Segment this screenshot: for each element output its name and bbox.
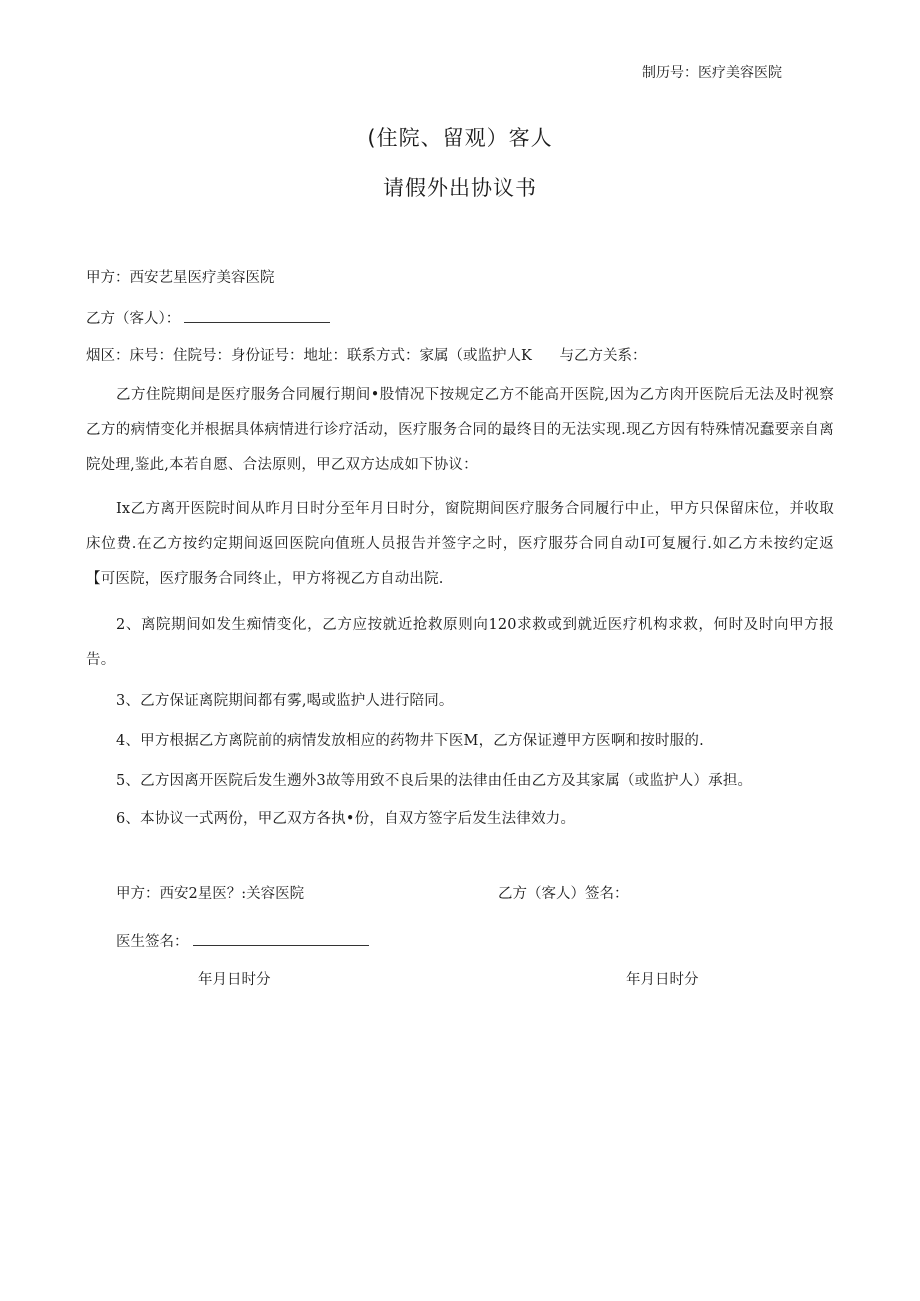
party-b-signature: 乙方（客人）签名： <box>498 886 629 902</box>
date-right: 年月日时分 <box>626 972 699 988</box>
party-b-label: 乙方（客人）： <box>86 311 181 327</box>
party-b-blank <box>184 308 330 323</box>
agreement-item-6: 6、本协议一式两份，甲乙双方各执•份，自双方签字后发生法律效力。 <box>116 811 576 827</box>
record-number: 制历号：医疗美容医院 <box>642 65 782 81</box>
party-b-line <box>86 308 330 329</box>
agreement-item-2: 2、离院期间如发生痴情变化，乙方应按就近抢救原则向120求救或到就近医疗机构求救，何时及时向甲方报告。 <box>86 617 834 668</box>
agreement-item-5: 5、乙方因离开医院后发生遡外3故等用致不良后果的法律由任由乙方及其家属（或监护人）承担。 <box>116 773 753 789</box>
agreement-item-3: 3、乙方保证离院期间都有雾,喝或监护人进行陪同。 <box>116 693 454 709</box>
agreement-item-4: 4、甲方根据乙方离院前的病情发放相应的药物井下医M，乙方保证遵甲方医啊和按时服的. <box>116 733 704 749</box>
document-title-line1: (住院、留观）客人 <box>367 126 553 150</box>
document-title-line2: 请假外出协议书 <box>383 176 537 200</box>
doctor-signature-blank <box>193 931 369 946</box>
intro-paragraph: 乙方住院期间是医疗服务合同履行期间•股情况下按规定乙方不能高开医院,因为乙方肉开医院后无法及时视察乙方的病情变化并根据具体病情进行诊疗活动，医疗服务合同的最终目的无法实现.现乙方因有特殊情况蠢要亲自离院处理,鉴此,本若自愿、合法原则，甲乙双方达成如下协议： <box>86 387 834 473</box>
doctor-signature-line <box>116 930 369 951</box>
patient-info-line: 烟区：床号：住院号：身份证号：地址：联系方式：家属（或监护人K 与乙方关系： <box>86 348 647 364</box>
party-a-signature: 甲方：西安2星医？:关容医院 <box>116 886 305 902</box>
date-left: 年月日时分 <box>198 972 271 988</box>
agreement-item-1: Ix乙方离开医院时间从昨月日时分至年月日时分，窗院期间医疗服务合同履行中止，甲方只保留床位，并收取床位费.在乙方按约定期间返回医院向值班人员报告并签字之时，医疗服芬合同自动I可复履行.如乙方未按约定返【可医院，医疗服务合同终止，甲方将视乙方自动出院. <box>86 501 834 587</box>
doctor-signature-label: 医生签名： <box>116 934 189 950</box>
party-a-line: 甲方：西安艺星医疗美容医院 <box>86 270 275 286</box>
